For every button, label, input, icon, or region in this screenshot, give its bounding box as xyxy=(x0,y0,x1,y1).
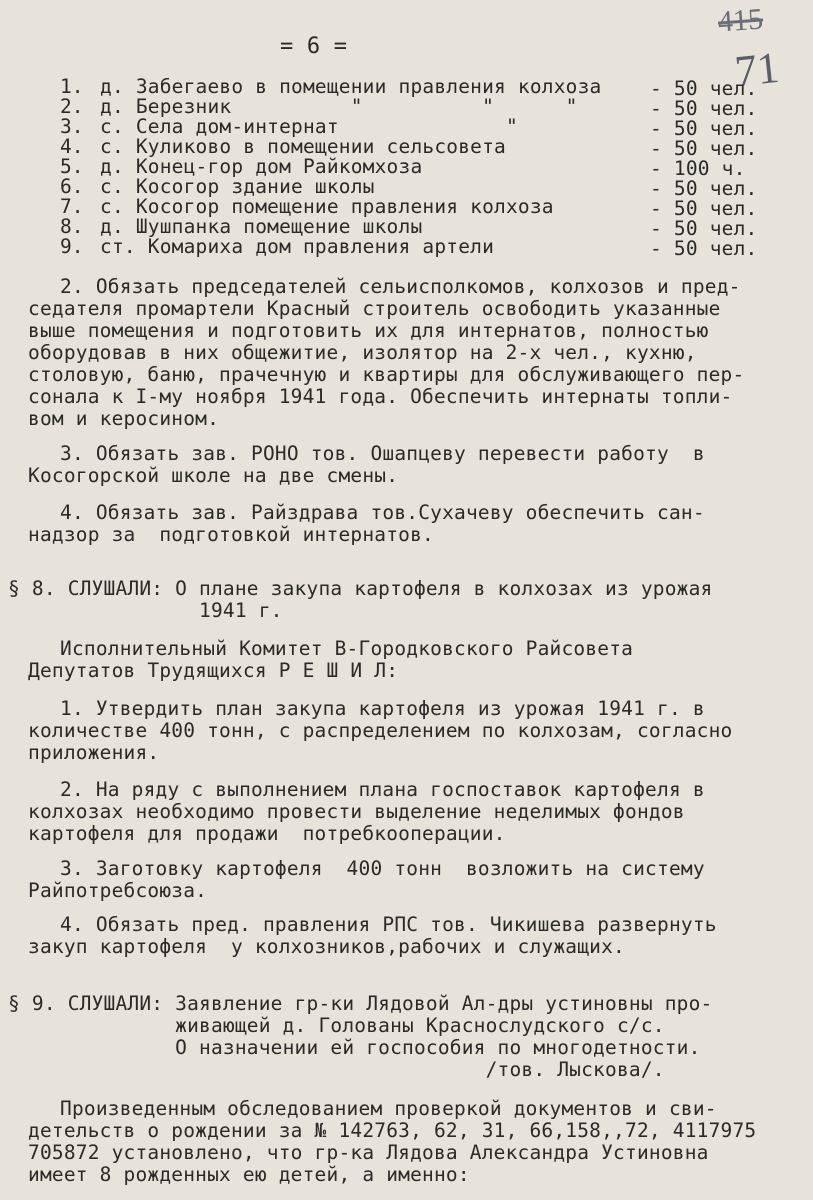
text-line: приложения. xyxy=(28,741,160,764)
text-line: Косогорской школе на две смены. xyxy=(28,464,399,487)
text-line: вом и керосином. xyxy=(28,407,220,430)
text-line: закуп картофеля у колхозников,рабочих и служащих. xyxy=(28,935,625,958)
list-item-number: 8. xyxy=(60,215,84,238)
list-item-amount: - 50 чел. xyxy=(650,217,758,240)
text-line: надзор за подготовкой интернатов. xyxy=(28,523,434,546)
list-item-number: 4. xyxy=(60,135,84,158)
list-item-amount: - 50 чел. xyxy=(650,117,758,140)
section-heading: О назначении ей госпособия по многодетности. xyxy=(8,1036,701,1059)
list-item-text: с. Куликово в помещении сельсовета xyxy=(100,135,506,158)
handwritten-page-number: 71 xyxy=(732,42,782,97)
list-item-text: д. Забегаево в помещении правления колхоза xyxy=(100,75,602,98)
list-item-text: ст. Комариха дом правления артели xyxy=(100,235,495,258)
list-item-number: 3. xyxy=(60,115,84,138)
text-line: седателя промартели Красный строитель освободить указанные xyxy=(28,297,721,320)
list-item-text: д. Березник " " " xyxy=(100,95,578,118)
text-line: 3. Обязать зав. РОНО тов. Ошапцеву перевести работу в xyxy=(60,442,705,465)
list-item-amount: - 50 чел. xyxy=(650,77,758,100)
list-item-amount: - 50 чел. xyxy=(650,237,758,260)
text-line: Произведенным обследованием проверкой документов и сви- xyxy=(60,1097,717,1120)
text-line: 4. Обязать зав. Райздрава тов.Сухачеву обеспечить сан- xyxy=(60,501,705,524)
text-line: 3. Заготовку картофеля 400 тонн возложить на систему xyxy=(60,857,705,880)
text-line: выше помещения и подготовить их для интернатов, полностью xyxy=(28,319,709,342)
list-item-amount: - 100 ч. xyxy=(650,157,746,180)
text-line: оборудовав в них общежитие, изолятор на 2-х чел., кухню, xyxy=(28,341,697,364)
list-item-text: д. Шушпанка помещение школы xyxy=(100,215,423,238)
text-line: картофеля для продажи потребкооперации. xyxy=(28,822,506,845)
section-heading: § 8. СЛУШАЛИ: О плане закупа картофеля в колхозах из урожая xyxy=(8,577,713,600)
list-item-number: 1. xyxy=(60,75,84,98)
text-line: сонала к I-му ноября 1941 года. Обеспечить интернаты топли- xyxy=(28,385,733,408)
text-line: имеет 8 рожденных ею детей, а именно: xyxy=(28,1163,470,1186)
text-line: столовую, баню, прачечную и квартиры для обслуживающего пер- xyxy=(28,363,745,386)
page-number: = 6 = xyxy=(280,34,348,59)
signature-note: /тов. Лыскова/. xyxy=(8,1058,665,1081)
text-line: 1. Утвердить план закупа картофеля из урожая 1941 г. в xyxy=(60,697,705,720)
section-heading: живающей д. Голованы Краснослудского с/с. xyxy=(8,1014,665,1037)
list-item-text: с. Косогор здание школы xyxy=(100,175,375,198)
list-item-text: д. Конец-гор дом Райкомхоза xyxy=(100,155,423,178)
list-item-amount: - 50 чел. xyxy=(650,177,758,200)
text-line: Райпотребсоюза. xyxy=(28,879,208,902)
text-line: количестве 400 тонн, с распределением по колхозам, согласно xyxy=(28,719,733,742)
text-line: 705872 установлено, что гр-ка Лядова Александра Устиновна xyxy=(28,1141,709,1164)
text-line: Исполнительный Комитет В-Городковского Райсовета xyxy=(60,637,634,660)
text-line: Депутатов Трудящихся Р Е Ш И Л: xyxy=(28,659,399,682)
list-item-number: 5. xyxy=(60,155,84,178)
text-line: 4. Обязать пред. правления РПС тов. Чикишева развернуть xyxy=(60,913,717,936)
list-item-number: 2. xyxy=(60,95,84,118)
list-item-number: 7. xyxy=(60,195,84,218)
list-item-number: 6. xyxy=(60,175,84,198)
text-line: 2. На ряду с выполнением плана госпоставок картофеля в xyxy=(60,778,705,801)
text-line: 2. Обязать председателей сельисполкомов, колхозов и пред- xyxy=(60,275,741,298)
section-heading: § 9. СЛУШАЛИ: Заявление гр-ки Лядовой Ал-дры устиновны про- xyxy=(8,992,713,1015)
list-item-number: 9. xyxy=(60,235,84,258)
list-item-text: с. Косогор помещение правления колхоза xyxy=(100,195,554,218)
old-page-number-crossed: 415 xyxy=(716,2,765,39)
text-line: детельств о рождении за № 142763, 62, 31, 66,158,,72, 4117975 xyxy=(28,1119,757,1142)
list-item-amount: - 50 чел. xyxy=(650,197,758,220)
list-item-text: с. Села дом-интернат " xyxy=(100,115,518,138)
list-item-amount: - 50 чел. xyxy=(650,97,758,120)
section-heading: 1941 г. xyxy=(8,599,283,622)
text-line: колхозах необходимо провести выделение неделимых фондов xyxy=(28,800,685,823)
list-item-amount: - 50 чел. xyxy=(650,137,758,160)
